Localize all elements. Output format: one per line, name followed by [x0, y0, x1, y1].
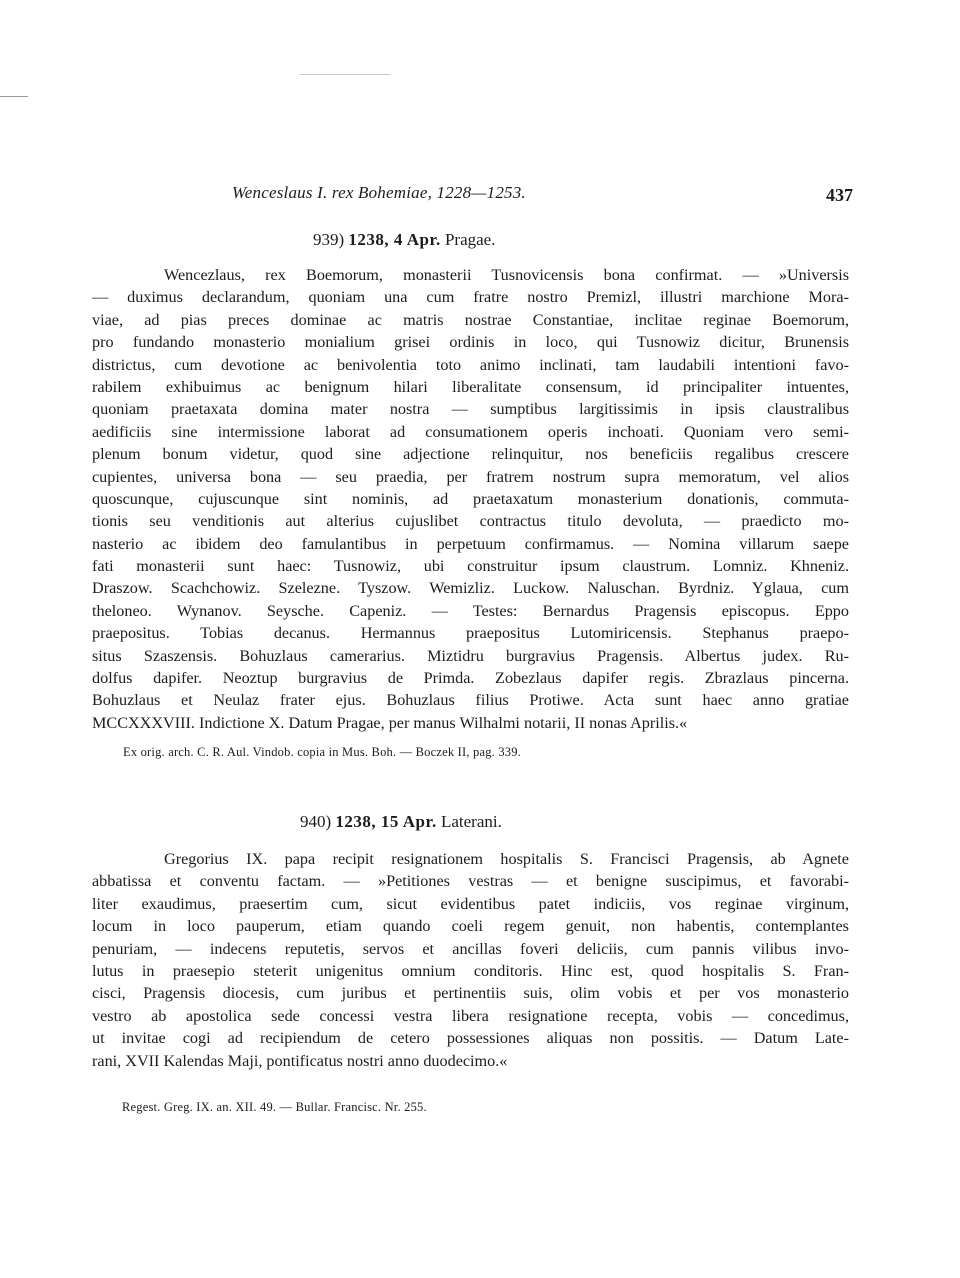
document-date: 1238, 4 Apr. — [348, 230, 441, 249]
text-line: pro fundando monasterio monialium grisei ordinis in loco, qui Tusnowiz dicitur, Brunensis — [92, 333, 849, 352]
text-line: fati monasterii sunt haec: Tusnowiz, ubi construitur ipsum claustrum. Lomniz. Khneniz. — [92, 557, 849, 576]
source-citation: Regest. Greg. IX. an. XII. 49. — Bullar. Francisc. Nr. 255. — [122, 1100, 427, 1114]
text-line: Draszow. Scachchowiz. Szelezne. Tyszow. Wemizliz. Luckow. Naluschan. Byrdniz. Yglaua, cum — [92, 579, 849, 598]
document-place: Laterani. — [440, 812, 502, 831]
text-line: Bohuzlaus et Neulaz frater ejus. Bohuzlaus filius Protiwe. Acta sunt haec anno gratiae — [92, 691, 849, 710]
text-line: rani, XVII Kalendas Maji, pontificatus nostri anno duodecimo.« — [92, 1051, 508, 1070]
text-line: quoscunque, cujuscunque sint nominis, ad praetaxatum monasterium donationis, commuta- — [92, 489, 849, 508]
document-heading — [313, 230, 495, 250]
text-line: vestro ab apostolica sede concessi vestra libera resignatione recepta, vobis — concedimus, — [92, 1006, 849, 1025]
text-line: nasterio ac ibidem deo famulantibus in perpetuum confirmamus. — Nomina villarum saepe — [92, 534, 849, 553]
document-text — [92, 264, 849, 734]
page-number: 437 — [826, 185, 853, 205]
text-line: viae, ad pias preces dominae ac matris nostrae Constantiae, inclitae reginae Boemorum, — [92, 310, 849, 329]
document-heading — [300, 812, 502, 832]
document-number: 939) — [313, 230, 345, 249]
text-line: — duximus declarandum, quoniam una cum fratre nostro Premizl, illustri marchione Mora- — [92, 288, 849, 307]
text-line: districtus, cum devotione ac benivolentia toto animo inclinati, tam laudabili intentioni favo- — [92, 355, 849, 374]
text-line: liter exaudimus, praesertim cum, sicut evidentibus patet indiciis, vos reginae virginum, — [92, 894, 849, 913]
text-line: dolfus dapifer. Neoztup burgravius de Primda. Zobezlaus dapifer regis. Zbrazlaus pincerna. — [92, 669, 849, 688]
text-line: quoniam praetaxata domina mater nostra — sumptibus largitissimis in ipsis claustralibus — [92, 400, 849, 419]
text-line: praepositus. Tobias decanus. Hermannus praepositus Lutomiricensis. Stephanus praepo- — [92, 624, 849, 643]
text-line: aedificiis sine intermissione laborat ad consumationem operis inchoati. Quoniam vero semi- — [92, 422, 849, 441]
document-number: 940) — [300, 812, 332, 831]
text-line: lutus in praesepio steterit unigenitus omnium conditoris. Hinc est, quod hospitalis S. Fran- — [92, 961, 849, 980]
text-line: MCCXXXVIII. Indictione X. Datum Pragae, per manus Wilhalmi notarii, II nonas Aprilis.« — [92, 713, 688, 732]
running-title: Wenceslaus I. rex Bohemiae, 1228—1253. — [232, 183, 526, 202]
text-line: locum in loco pauperum, etiam quando coeli regem genuit, non habentis, contemplantes — [92, 917, 849, 936]
text-line: theloneo. Wynanov. Seysche. Capeniz. — Testes: Bernardus Pragensis episcopus. Eppo — [92, 601, 849, 620]
text-line: tionis seu venditionis aut alterius cujuslibet contractus titulo devoluta, — praedicto mo- — [92, 512, 849, 531]
text-line: Wencezlaus, rex Boemorum, monasterii Tusnovicensis bona confirmat. — »Universis — [164, 266, 849, 284]
document-text — [92, 848, 849, 1072]
text-line: ut invitae cogi ad recipiendum de cetero possessiones aliquas non possitis. — Datum Late- — [92, 1029, 849, 1048]
text-line: abbatissa et conventu factam. — »Petitiones vestras — et benigne suscipimus, et favorabi- — [92, 872, 849, 891]
text-line: plenum bonum videtur, quod sine adjectione relinquitur, nos beneficiis regalibus crescere — [92, 445, 849, 464]
running-head — [0, 183, 960, 209]
text-line: cisci, Pragensis diocesis, cum juribus et pertinentiis suis, olim vobis et per vos monasterio — [92, 984, 849, 1003]
text-line: Gregorius IX. papa recipit resignationem hospitalis S. Francisci Pragensis, ab Agnete — [164, 850, 849, 868]
scan-mark — [0, 96, 28, 97]
document-date: 1238, 15 Apr. — [335, 812, 437, 831]
source-citation: Ex orig. arch. C. R. Aul. Vindob. copia in Mus. Boh. — Boczek II, pag. 339. — [123, 745, 522, 759]
text-line: cupientes, universa bona — seu praedia, per fratrem nostrum supra memoratum, vel alios — [92, 467, 849, 486]
scan-mark — [300, 74, 390, 75]
text-line: situs Szaszensis. Bohuzlaus camerarius. Miztidru burgravius Pragensis. Albertus judex. Ru- — [92, 646, 849, 665]
text-line: penuriam, — indecens reputetis, servos et ancillas foveri deliciis, cum pannis vilibus invo- — [92, 939, 849, 958]
document-place: Pragae. — [444, 230, 496, 249]
text-line: rabilem exhibuimus ac benignum hilari liberalitate consensum, id principaliter intuentes, — [92, 377, 849, 396]
